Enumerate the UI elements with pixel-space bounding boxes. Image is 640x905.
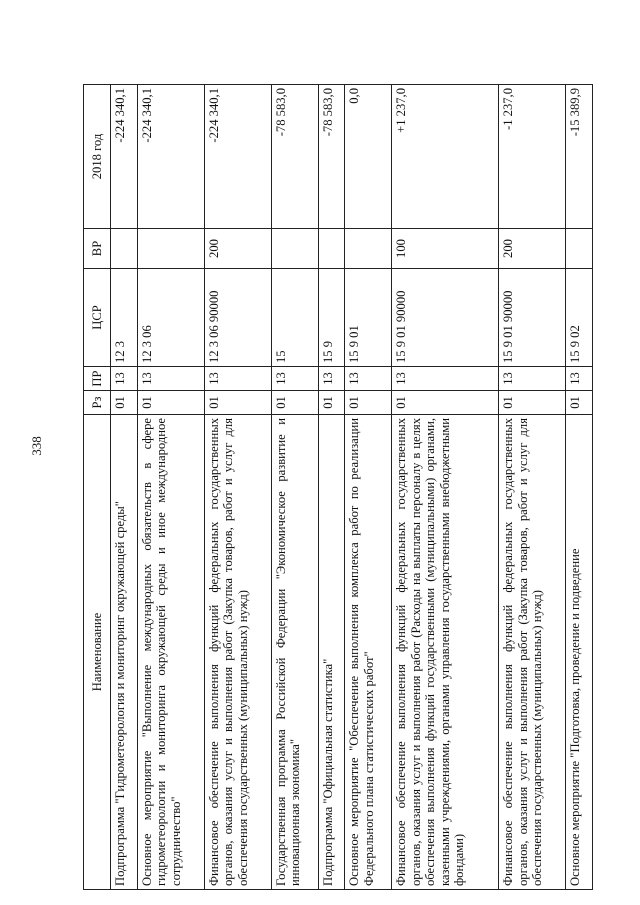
table-row: [345, 85, 392, 890]
row-amount: -224 340,1: [204, 85, 271, 229]
row-rz: 01: [566, 391, 593, 415]
table-header-row: [84, 85, 111, 890]
header-pr: ПР: [84, 367, 111, 391]
row-csr: 12 3 06: [137, 269, 204, 367]
row-vr: [566, 229, 593, 269]
row-vr: [318, 229, 345, 269]
row-amount: -1 237,0: [499, 85, 566, 229]
row-name: Финансовое обеспечение выполнения функций федеральных государственных органов, оказания услуг и выполнения работ (Закупка товаров, работ и услуг для обеспечения государственных (муниципальных) нужд): [204, 415, 271, 890]
row-pr: 13: [111, 367, 138, 391]
row-rz: 01: [111, 391, 138, 415]
row-pr: 13: [392, 367, 499, 391]
row-vr: 100: [392, 229, 499, 269]
row-csr: 12 3 06 90000: [204, 269, 271, 367]
row-amount: -78 583,0: [318, 85, 345, 229]
row-vr: [137, 229, 204, 269]
row-vr: [271, 229, 318, 269]
row-pr: 13: [271, 367, 318, 391]
row-rz: 01: [137, 391, 204, 415]
row-rz: 01: [271, 391, 318, 415]
row-pr: 13: [204, 367, 271, 391]
table-row: [318, 85, 345, 890]
row-csr: 15 9 02: [566, 269, 593, 367]
row-name: Подпрограмма "Официальная статистика": [318, 415, 345, 890]
row-rz: 01: [204, 391, 271, 415]
row-amount: +1 237,0: [392, 85, 499, 229]
row-pr: 13: [566, 367, 593, 391]
row-rz: 01: [345, 391, 392, 415]
row-vr: [111, 229, 138, 269]
table-row: [111, 85, 138, 890]
table-row: [566, 85, 593, 890]
table-row: [392, 85, 499, 890]
row-amount: -15 389,9: [566, 85, 593, 229]
row-name: Финансовое обеспечение выполнения функций федеральных государственных органов, оказания услуг и выполнения работ (Расходы на выплаты персоналу в целях обеспечения выполнения функций государственными (муниципальными) органами, казенными учреждениями, органами управления государственными внебюджетными фондами): [392, 415, 499, 890]
row-amount: 0,0: [345, 85, 392, 229]
row-vr: 200: [204, 229, 271, 269]
row-amount: -78 583,0: [271, 85, 318, 229]
row-name: Основное мероприятие "Обеспечение выполнения комплекса работ по реализации Федерального плана статистических работ": [345, 415, 392, 890]
row-name: Финансовое обеспечение выполнения функций федеральных государственных органов, оказания услуг и выполнения работ (Закупка товаров, работ и услуг для обеспечения государственных (муниципальных) нужд): [499, 415, 566, 890]
rotated-table-container: [83, 85, 593, 890]
row-rz: 01: [392, 391, 499, 415]
row-name: Подпрограмма "Гидрометеорология и мониторинг окружающей среды": [111, 415, 138, 890]
row-amount: -224 340,1: [111, 85, 138, 229]
row-csr: 15 9 01 90000: [392, 269, 499, 367]
header-vr: ВР: [84, 229, 111, 269]
row-name: Основное мероприятие "Выполнение международных обязательств в сфере гидрометеорологии и мониторинга окружающей среды и иное международное сотрудничество": [137, 415, 204, 890]
header-csr: ЦСР: [84, 269, 111, 367]
row-pr: 13: [318, 367, 345, 391]
row-csr: 15 9 01 90000: [499, 269, 566, 367]
row-csr: 15: [271, 269, 318, 367]
row-rz: 01: [318, 391, 345, 415]
row-vr: [345, 229, 392, 269]
budget-table: [83, 84, 593, 890]
row-rz: 01: [499, 391, 566, 415]
row-name: Основное мероприятие "Подготовка, проведение и подведение: [566, 415, 593, 890]
page-number: 338: [29, 436, 44, 456]
row-pr: 13: [345, 367, 392, 391]
row-csr: 12 3: [111, 269, 138, 367]
header-rz: Рз: [84, 391, 111, 415]
row-name: Государственная программа Российской Федерации "Экономическое развитие и инновационная экономика": [271, 415, 318, 890]
table-row: [271, 85, 318, 890]
row-csr: 15 9: [318, 269, 345, 367]
table-row: [137, 85, 204, 890]
table-row: [499, 85, 566, 890]
row-csr: 15 9 01: [345, 269, 392, 367]
row-vr: 200: [499, 229, 566, 269]
row-pr: 13: [499, 367, 566, 391]
row-amount: -224 340,1: [137, 85, 204, 229]
header-name: Наименование: [84, 415, 111, 890]
table-row: [204, 85, 271, 890]
header-amount: 2018 год: [84, 85, 111, 229]
row-pr: 13: [137, 367, 204, 391]
